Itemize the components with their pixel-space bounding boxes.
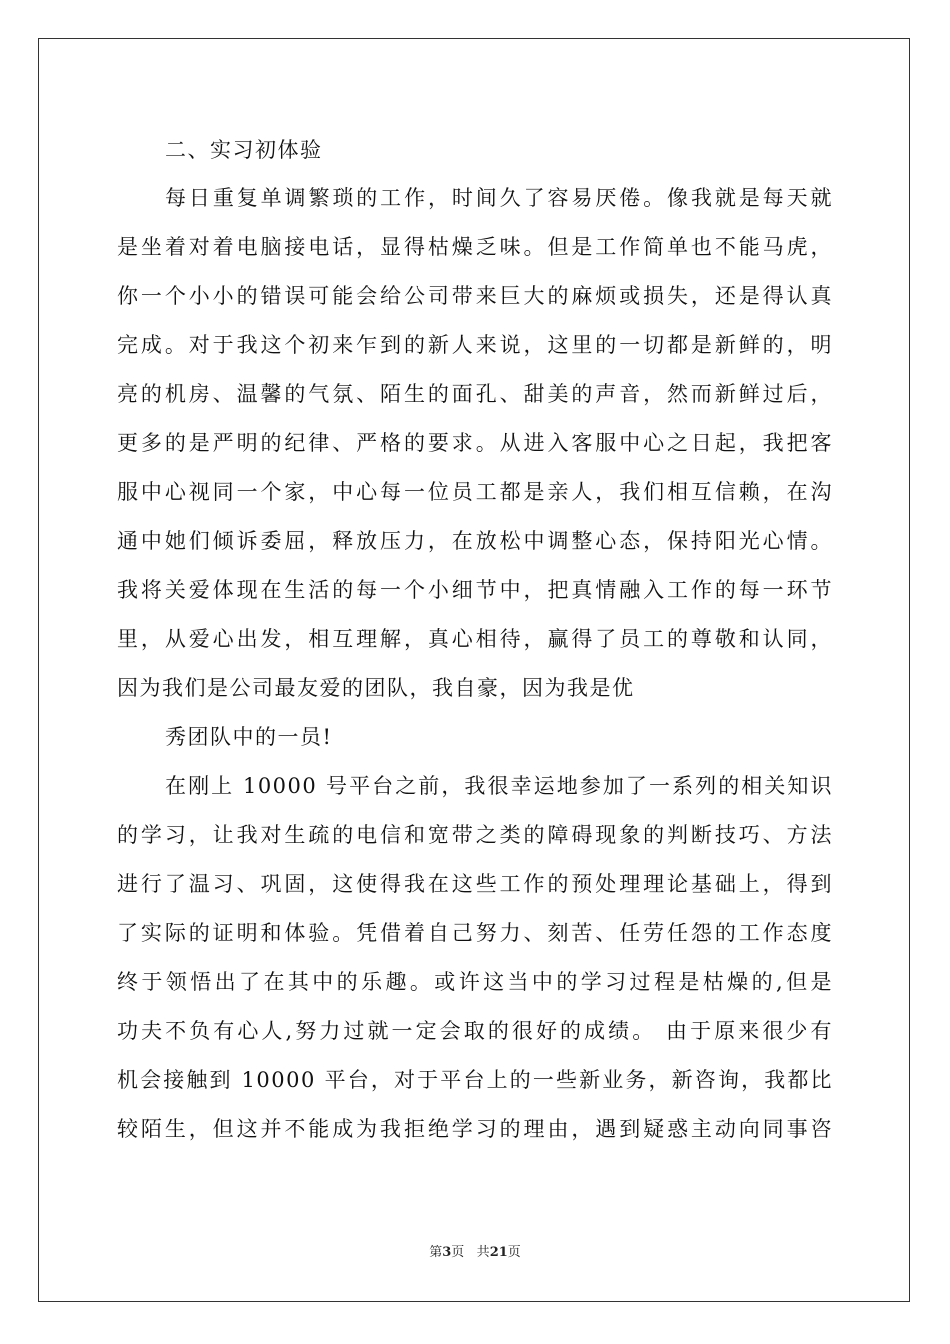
paragraph-line: 每日重复单调繁琐的工作，时间久了容易厌倦。像我就是每天就 xyxy=(165,186,833,210)
footer-page-number: 3 xyxy=(442,1245,452,1260)
paragraph-line: 较陌生，但这并不能成为我拒绝学习的理由，遇到疑惑主动向同事咨 xyxy=(117,1117,833,1141)
paragraph-line: 了实际的证明和体验。凭借着自己努力、刻苦、任劳任怨的工作态度 xyxy=(117,921,833,945)
page-border xyxy=(38,38,910,1302)
paragraph-line: 通中她们倾诉委屈，释放压力，在放松中调整心态，保持阳光心情。 xyxy=(117,529,833,553)
section-heading: 二、实习初体验 xyxy=(165,138,323,162)
paragraph-line: 更多的是严明的纪律、严格的要求。从进入客服中心之日起，我把客 xyxy=(117,431,833,455)
paragraph-line: 里，从爱心出发，相互理解，真心相待，赢得了员工的尊敬和认同， xyxy=(117,627,833,651)
footer-total-prefix: 共 xyxy=(476,1245,490,1260)
paragraph-line: 终于领悟出了在其中的乐趣。或许这当中的学习过程是枯燥的,但是 xyxy=(117,970,833,994)
paragraph-line: 亮的机房、温馨的气氛、陌生的面孔、甜美的声音，然而新鲜过后， xyxy=(117,382,833,406)
paragraph-line: 功夫不负有心人,努力过就一定会取的很好的成绩。 由于原来很少有 xyxy=(117,1019,833,1043)
paragraph-line: 服中心视同一个家，中心每一位员工都是亲人，我们相互信赖，在沟 xyxy=(117,480,833,504)
paragraph-line: 因为我们是公司最友爱的团队，我自豪，因为我是优 xyxy=(117,676,635,700)
footer-total-suffix: 页 xyxy=(507,1245,521,1260)
paragraph-line: 我将关爱体现在生活的每一个小细节中，把真情融入工作的每一环节 xyxy=(117,578,833,602)
paragraph-line: 进行了温习、巩固，这使得我在这些工作的预处理理论基础上，得到 xyxy=(117,872,833,896)
paragraph-line: 完成。对于我这个初来乍到的新人来说，这里的一切都是新鲜的，明 xyxy=(117,333,833,357)
paragraph-line: 在刚上 10000 号平台之前，我很幸运地参加了一系列的相关知识 xyxy=(165,774,833,798)
footer-page-prefix: 第 xyxy=(429,1245,443,1260)
paragraph-line: 机会接触到 10000 平台，对于平台上的一些新业务，新咨询，我都比 xyxy=(117,1068,833,1092)
footer-total-pages: 21 xyxy=(489,1245,508,1260)
paragraph-line: 的学习，让我对生疏的电信和宽带之类的障碍现象的判断技巧、方法 xyxy=(117,823,833,847)
paragraph-line: 是坐着对着电脑接电话，显得枯燥乏味。但是工作简单也不能马虎， xyxy=(117,235,833,259)
paragraph-line: 秀团队中的一员! xyxy=(165,725,333,749)
footer-page-suffix: 页 xyxy=(451,1245,465,1260)
page-footer xyxy=(0,1245,950,1261)
paragraph-line: 你一个小小的错误可能会给公司带来巨大的麻烦或损失，还是得认真 xyxy=(117,284,833,308)
